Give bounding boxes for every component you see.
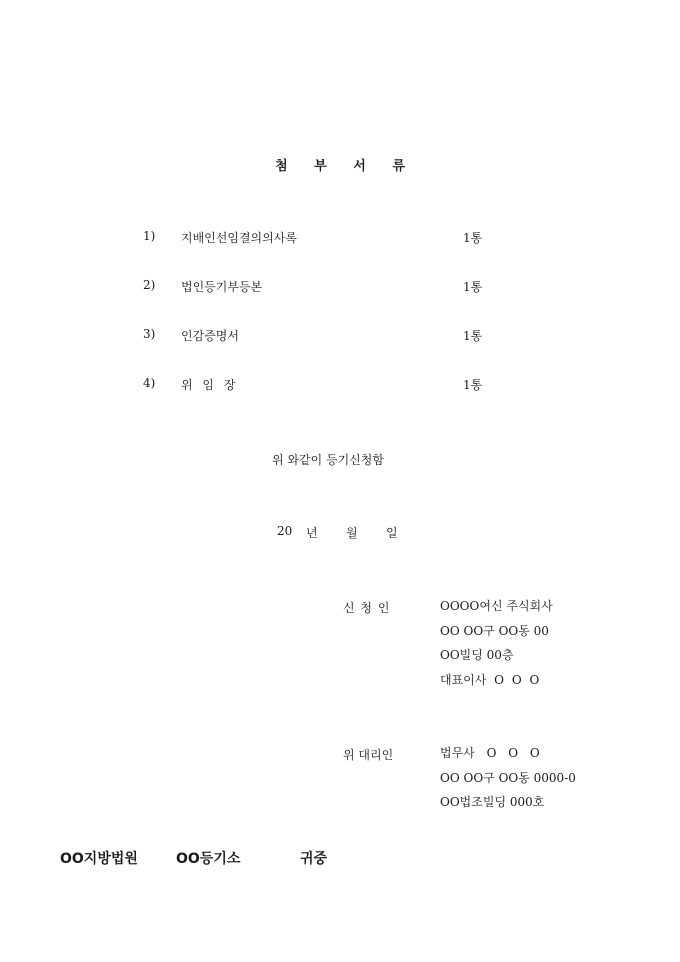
applicant-line: 대표이사 O O O [440,672,540,687]
attachment-name: 인감증명서 [181,329,239,343]
honorific: 귀중 [300,851,328,867]
attachment-name: 지배인선임결의의사록 [181,231,297,245]
date-day-unit: 일 [386,526,398,540]
applicant-line: OOOO여신 주식회사 [440,599,553,613]
attachment-item [143,278,543,294]
attachment-number: 1) [143,229,156,243]
attachment-number: 2) [143,278,156,292]
attachment-number: 4) [143,376,156,390]
attachment-item [143,229,543,245]
attachment-quantity: 1통 [463,280,483,294]
applicant-details [440,594,553,692]
attachment-item [143,327,543,343]
applicant-line: OO OO구 OO동 00 [440,623,549,638]
attachment-quantity: 1통 [463,378,483,392]
attachment-quantity: 1통 [463,231,483,245]
attachment-quantity: 1통 [463,329,483,343]
date-year-unit: 년 [306,526,318,540]
applicant-label: 신 청 인 [343,601,390,615]
date-year: 20 [277,524,293,538]
agent-line: OO OO구 OO동 0000-0 [440,770,576,785]
attachment-item [143,376,543,392]
document-title: 첨 부 서 류 [275,159,405,174]
court-name: OO지방법원 [60,851,138,867]
agent-label: 위 대리인 [343,748,394,762]
attachment-number: 3) [143,327,156,341]
applicant-line: OO빌딩 00층 [440,648,514,662]
request-statement: 위 와같이 등기신청함 [272,453,384,467]
agent-details [440,741,576,815]
date-month-unit: 월 [346,526,358,540]
agent-line: 법무사 O O O [440,746,540,760]
attachment-name: 법인등기부등본 [181,280,263,294]
agent-line: OO법조빌딩 000호 [440,795,545,809]
registry-office: OO등기소 [176,851,241,867]
attachment-name: 위 임 장 [181,378,236,392]
